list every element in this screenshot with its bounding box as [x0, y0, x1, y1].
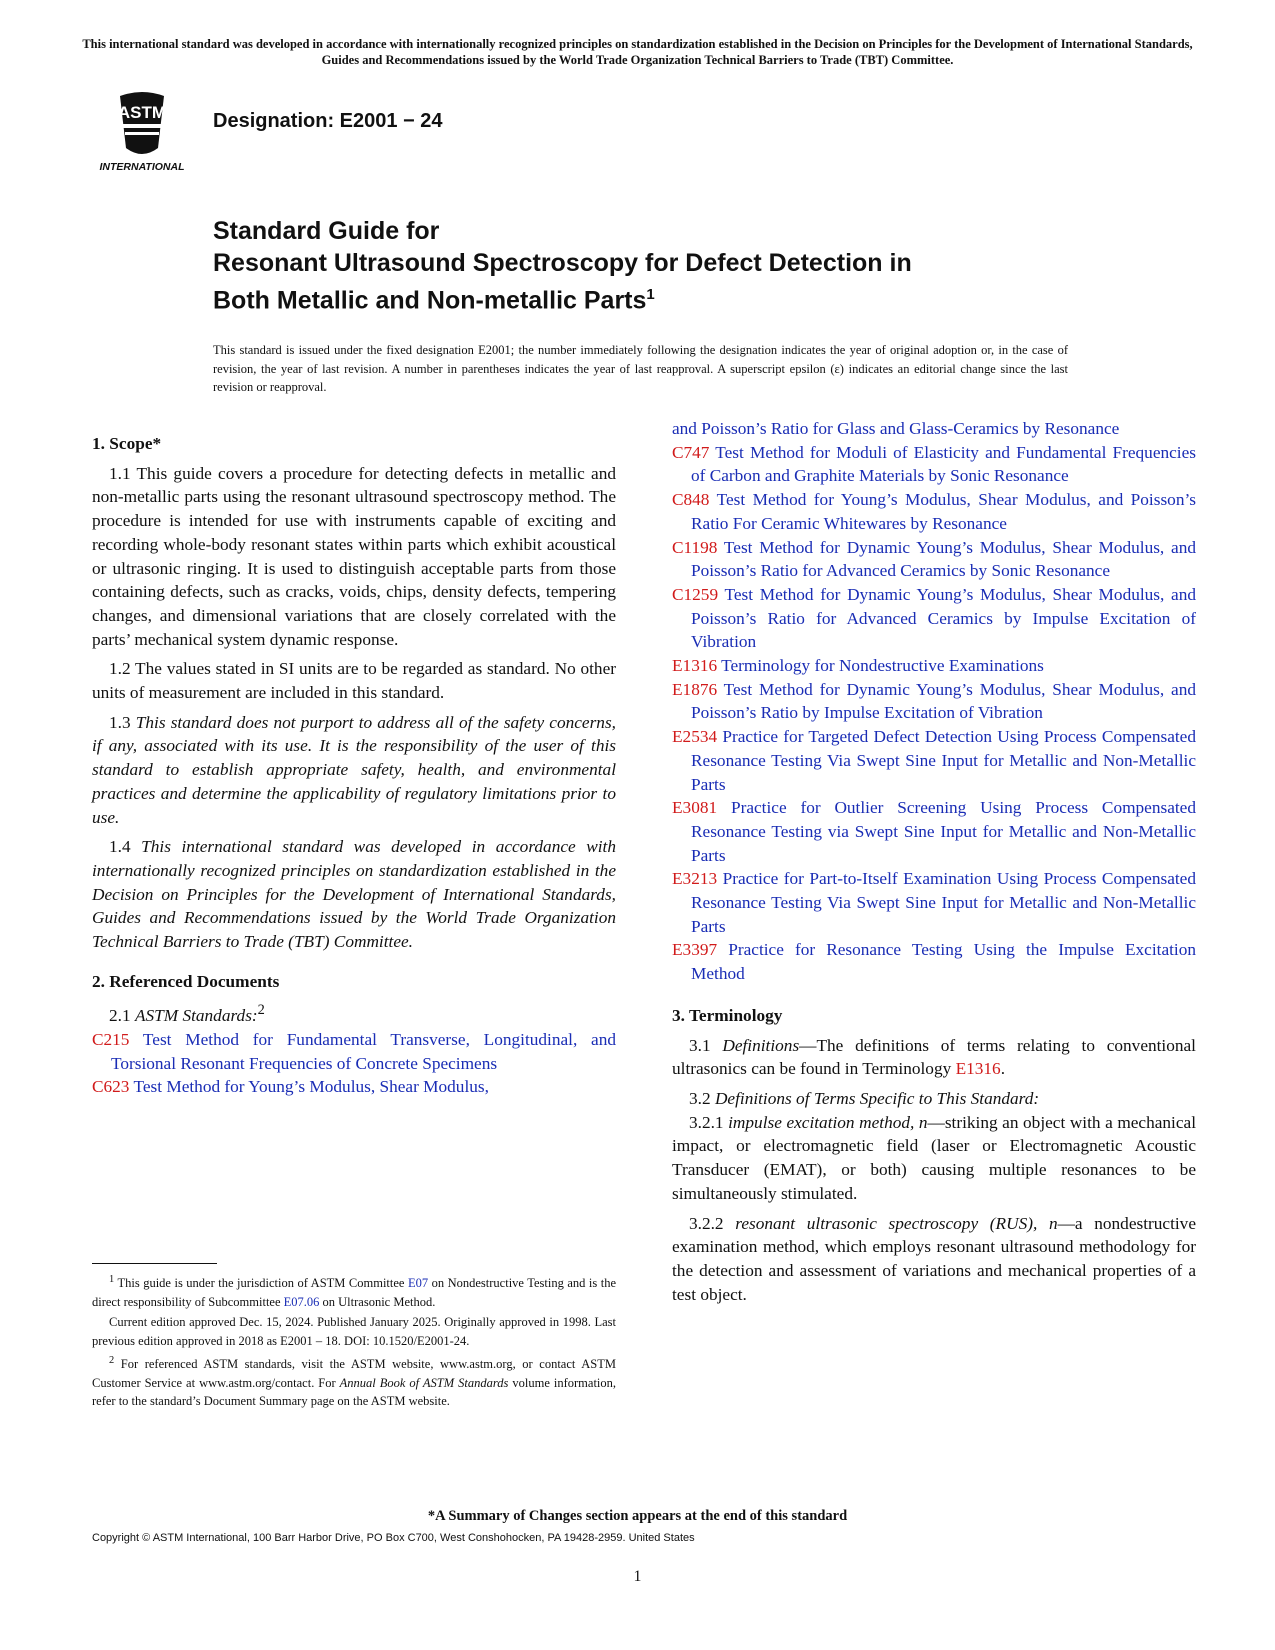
scope-1-4: 1.4 This international standard was developed in accordance with internationally recognized principles on standardization established in the Decision on Principles for the Development of International Standards, Guides and Recommendations issued by the World Trade Organization Technical Barriers to Trade (TBT) Committee.	[92, 837, 616, 952]
scope-heading: 1. Scope*	[92, 434, 162, 453]
reference-title[interactable]: Practice for Outlier Screening Using Process Compensated Resonance Testing via Swept Sine Input for Metallic and Non-Metallic Parts	[691, 798, 1196, 865]
title-line-2: Resonant Ultrasound Spectroscopy for Defect Detection in	[213, 249, 912, 277]
astm-logo	[92, 86, 192, 176]
reference-code[interactable]: E2534	[672, 727, 718, 747]
reference-title[interactable]: Terminology for Nondestructive Examinations	[721, 656, 1044, 676]
reference-item[interactable]	[672, 417, 1196, 441]
link-e1316[interactable]: E1316	[955, 1059, 1001, 1079]
logo-letters: ASTM	[117, 103, 167, 122]
reference-title[interactable]: Test Method for Moduli of Elasticity and Fundamental Frequencies of Carbon and Graphite Materials by Sonic Resonance	[691, 442, 1197, 486]
reference-list-left	[92, 1028, 616, 1099]
title-footnote-mark: 1	[646, 286, 655, 303]
scope-1-3: 1.3 This standard does not purport to address all of the safety concerns, if any, associated with its use. It is the responsibility of the user of this standard to establish appropriate safety, health, and environmental practices and determine the applicability of regulatory limitations prior to use.	[92, 712, 616, 827]
terminology-heading: 3. Terminology	[672, 1005, 783, 1025]
reference-code[interactable]: E3397	[672, 940, 718, 960]
reference-title[interactable]: Practice for Part-to-Itself Examination Using Process Compensated Resonance Testing Via Swept Sine Input for Metallic and Non-Metallic Parts	[691, 869, 1196, 936]
refdocs-2-1: 2.1 ASTM Standards:$^2$	[109, 1002, 265, 1026]
reference-title[interactable]: Test Method for Dynamic Young’s Modulus, Shear Modulus, and Poisson’s Ratio by Impulse Excitation of Vibration	[691, 679, 1196, 723]
issued-note: This standard is issued under the fixed designation E2001; the number immediately following the designation indicates the year of original adoption or, in the case of revision, the year of last revision. A number in parentheses indicates the year of last reapproval. A superscript epsilon (ε) indicates an editorial change since the last revision or reapproval.	[213, 343, 1068, 394]
link-e07-06[interactable]: E07.06	[283, 1294, 320, 1309]
refdocs-heading: 2. Referenced Documents	[92, 971, 280, 991]
right-column	[672, 417, 1196, 1312]
reference-item[interactable]	[672, 488, 1196, 535]
reference-title[interactable]: Test Method for Young’s Modulus, Shear Modulus, and Poisson’s Ratio For Ceramic Whitewares by Resonance	[691, 490, 1196, 533]
reference-code[interactable]: C623	[92, 1077, 130, 1097]
reference-code[interactable]: E1876	[672, 679, 718, 699]
reference-title[interactable]: Test Method for Dynamic Young’s Modulus, Shear Modulus, and Poisson’s Ratio for Advanced Ceramics by Impulse Excitation of Vibration	[691, 584, 1196, 652]
reference-item[interactable]	[672, 867, 1196, 938]
footnotes	[92, 1271, 616, 1413]
reference-item[interactable]	[672, 796, 1196, 867]
reference-title[interactable]: Test Method for Dynamic Young’s Modulus, Shear Modulus, and Poisson’s Ratio for Advanced Ceramics by Sonic Resonance	[691, 537, 1196, 581]
reference-item[interactable]	[92, 1028, 616, 1075]
footnote-divider	[92, 1263, 217, 1264]
footnote-1: $^1$ This guide is under the jurisdiction of ASTM Committee E07 on Nondestructive Testing and is the direct responsibility of Subcommittee E07.06 on Ultrasonic Method.	[92, 1274, 617, 1309]
reference-item[interactable]	[672, 441, 1196, 488]
reference-code[interactable]: E1316	[672, 656, 718, 676]
reference-item[interactable]	[92, 1075, 616, 1099]
reference-code[interactable]: C1198	[672, 537, 718, 557]
reference-code[interactable]: E3213	[672, 869, 718, 889]
reference-item[interactable]	[672, 725, 1196, 796]
reference-item[interactable]	[672, 654, 1196, 678]
term-3-2-1: 3.2.1 impulse excitation method, n—striking an object with a mechanical impact, or electromagnetic field (laser or Electromagnetic Acoustic Transducer (EMAT), or both) causing multiple resonances to be simultaneously stimulated.	[672, 1112, 1196, 1203]
scope-1-2: 1.2 The values stated in SI units are to be regarded as standard. No other units of measurement are included in this standard.	[92, 659, 616, 703]
title-line-1: Standard Guide for	[213, 217, 440, 245]
reference-item[interactable]	[672, 938, 1196, 985]
reference-code[interactable]: E3081	[672, 798, 718, 818]
scope-1-1: 1.1 This guide covers a procedure for detecting defects in metallic and non-metallic parts using the resonant ultrasound spectroscopy method. The procedure is intended for use with instruments capable of exciting and recording whole-body resonant states within parts which exhibit acoustical or ultrasonic ringing. It is used to distinguish acceptable parts from those containing defects, such as cracks, voids, chips, density defects, tempering changes, and dimensional variations that are closely correlated with the parts’ mechanical system dynamic response.	[92, 463, 616, 649]
term-3-1: 3.1 Definitions—The definitions of terms relating to conventional ultrasonics can be found in Terminology E1316.	[672, 1035, 1196, 1079]
summary-of-changes-note: *A Summary of Changes section appears at the end of this standard	[427, 1508, 848, 1524]
link-e07[interactable]: E07	[407, 1276, 429, 1291]
reference-code[interactable]: C1259	[672, 584, 719, 604]
reference-title[interactable]: Practice for Resonance Testing Using the Impulse Excitation Method	[691, 940, 1196, 984]
reference-title[interactable]: Test Method for Young’s Modulus, Shear Modulus,	[133, 1077, 489, 1097]
reference-code[interactable]: C747	[672, 442, 710, 462]
reference-title[interactable]: and Poisson’s Ratio for Glass and Glass-Ceramics by Resonance	[672, 419, 1120, 438]
reference-item[interactable]	[672, 583, 1196, 654]
document-title	[213, 215, 1113, 316]
top-notice: This international standard was developed in accordance with internationally recognized principles on standardization established in the Decision on Principles for the Development of International Standards, Guides and Recommendations issued by the World Trade Organization Technical Barriers to Trade (TBT) Committee.	[82, 37, 1193, 67]
title-line-3: Both Metallic and Non-metallic Parts$^1$	[213, 286, 655, 315]
reference-code[interactable]: C215	[92, 1029, 130, 1049]
footnote-2: $^2$ For referenced ASTM standards, visit the ASTM website, www.astm.org, or contact ASTM Customer Service at www.astm.org/contact. For Annual Book of ASTM Standards volume information, refer to the standard’s Document Summary page on the ASTM website.	[92, 1355, 617, 1409]
logo-subtext: INTERNATIONAL	[99, 161, 185, 173]
reference-item[interactable]	[672, 678, 1196, 725]
left-column	[92, 432, 616, 1099]
reference-list-right	[672, 417, 1196, 986]
reference-title[interactable]: Practice for Targeted Defect Detection Using Process Compensated Resonance Testing Via Swept Sine Input for Metallic and Non-Metallic Parts	[691, 727, 1196, 794]
designation: Designation: E2001 − 24	[213, 110, 443, 132]
footnote-edition: Current edition approved Dec. 15, 2024. Published January 2025. Originally approved in 1998. Last previous edition approved in 2018 as E2001 – 18. DOI: 10.1520/E2001-24.	[92, 1315, 616, 1348]
reference-code[interactable]: C848	[672, 490, 710, 510]
term-3-2: 3.2 Definitions of Terms Specific to This Standard:	[689, 1088, 1040, 1108]
page-number: 1	[633, 1568, 642, 1585]
reference-item[interactable]	[672, 536, 1196, 583]
copyright: Copyright © ASTM International, 100 Barr Harbor Drive, PO Box C700, West Conshohocken, PA 19428-2959. United States	[92, 1532, 695, 1544]
reference-title[interactable]: Test Method for Fundamental Transverse, Longitudinal, and Torsional Resonant Frequencies of Concrete Specimens	[111, 1029, 616, 1073]
term-3-2-2: 3.2.2 resonant ultrasonic spectroscopy (RUS), n—a nondestructive examination method, which employs resonant ultrasound methodology for the detection and assessment of variations and mechanical properties of a test object.	[672, 1213, 1196, 1304]
